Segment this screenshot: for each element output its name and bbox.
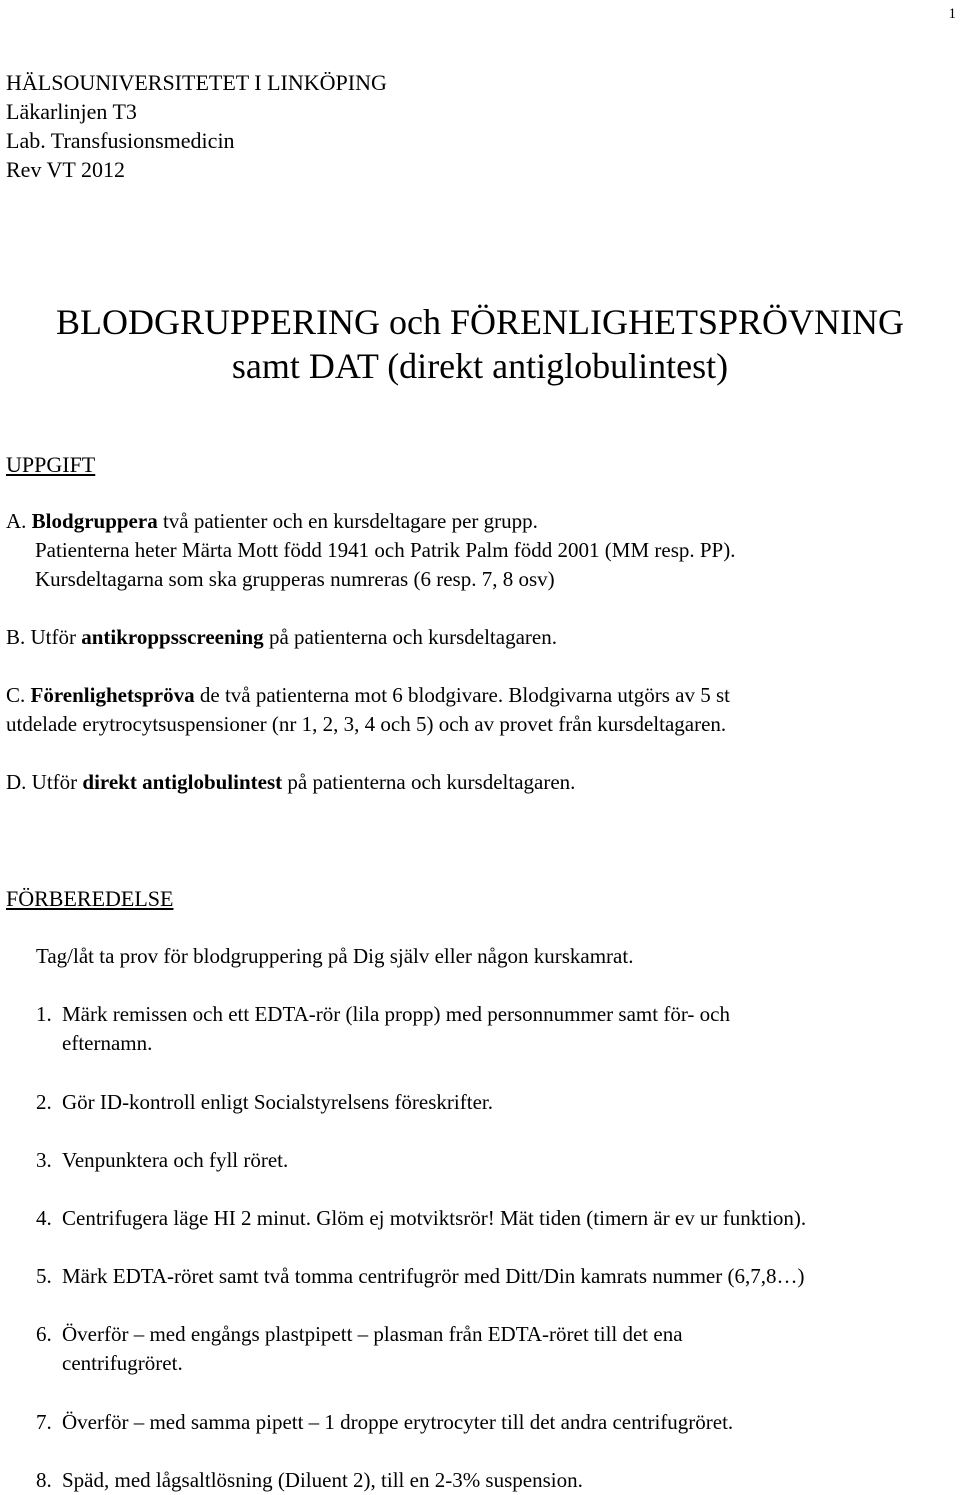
step-2: 2. Gör ID-kontroll enligt Socialstyrelsens föreskrifter. bbox=[36, 1090, 493, 1114]
task-c: C. Förenlighetspröva de två patienterna mot 6 blodgivare. Blodgivarna utgörs av 5 st utdelade erytrocytsuspensioner (nr 1, 2, 3, 4 och 5) och av provet från kursdeltagaren. bbox=[6, 681, 954, 739]
header-program: Läkarlinjen T3 bbox=[6, 99, 137, 124]
title-line-1: BLODGRUPPERING och FÖRENLIGHETSPRÖVNING bbox=[55, 302, 905, 342]
step-6: 6. Överför – med engångs plastpipett – plasman från EDTA-röret till det ena centrifugröret. bbox=[36, 1322, 683, 1375]
task-a: A. Blodgruppera två patienter och en kursdeltagare per grupp. Patienterna heter Märta Mott född 1941 och Patrik Palm född 2001 (MM resp. PP). Kursdeltagarna som ska grupperas numreras (6 resp. 7, 8 osv) bbox=[6, 507, 954, 594]
document-header bbox=[6, 68, 387, 184]
step-5: 5. Märk EDTA-röret samt två tomma centrifugrör med Ditt/Din kamrats nummer (6,7,8…) bbox=[36, 1264, 805, 1288]
step-8: 8. Späd, med lågsaltlösning (Diluent 2), till en 2-3% suspension. bbox=[36, 1468, 583, 1492]
task-b: B. Utför antikroppsscreening på patienterna och kursdeltagaren. bbox=[6, 625, 557, 649]
title-line-2: samt DAT (direkt antiglobulintest) bbox=[231, 346, 729, 386]
task-a-keyword: Blodgruppera bbox=[31, 509, 158, 533]
section-heading-forberedelse: FÖRBEREDELSE bbox=[6, 886, 174, 911]
task-a-line-3: Kursdeltagarna som ska grupperas numreras (6 resp. 7, 8 osv) bbox=[35, 567, 555, 591]
header-revision: Rev VT 2012 bbox=[6, 157, 125, 182]
task-c-line-2: utdelade erytrocytsuspensioner (nr 1, 2, 3, 4 och 5) och av provet från kursdeltagaren. bbox=[6, 712, 727, 736]
section-heading-uppgift: UPPGIFT bbox=[6, 452, 96, 477]
header-university: HÄLSOUNIVERSITETET I LINKÖPING bbox=[6, 70, 387, 95]
header-lab: Lab. Transfusionsmedicin bbox=[6, 128, 235, 153]
task-c-keyword: Förenlighetspröva bbox=[30, 683, 195, 707]
document-title bbox=[0, 300, 960, 388]
step-3: 3. Venpunktera och fyll röret. bbox=[36, 1148, 289, 1172]
task-d: D. Utför direkt antiglobulintest på patienterna och kursdeltagaren. bbox=[6, 770, 576, 794]
step-7: 7. Överför – med samma pipett – 1 droppe erytrocyter till det andra centrifugröret. bbox=[36, 1410, 734, 1434]
task-a-line-2: Patienterna heter Märta Mott född 1941 och Patrik Palm född 2001 (MM resp. PP). bbox=[35, 538, 736, 562]
preparation-intro: Tag/låt ta prov för blodgruppering på Dig själv eller någon kurskamrat. bbox=[36, 944, 634, 968]
step-1: 1. Märk remissen och ett EDTA-rör (lila propp) med personnummer samt för- och efternamn. bbox=[36, 1002, 730, 1055]
page-number: 1 bbox=[948, 6, 956, 22]
step-4: 4. Centrifugera läge HI 2 minut. Glöm ej motviktsrör! Mät tiden (timern är ev ur funktion). bbox=[36, 1206, 807, 1230]
task-d-keyword: direkt antiglobulintest bbox=[82, 770, 283, 794]
task-b-keyword: antikroppsscreening bbox=[81, 625, 264, 649]
